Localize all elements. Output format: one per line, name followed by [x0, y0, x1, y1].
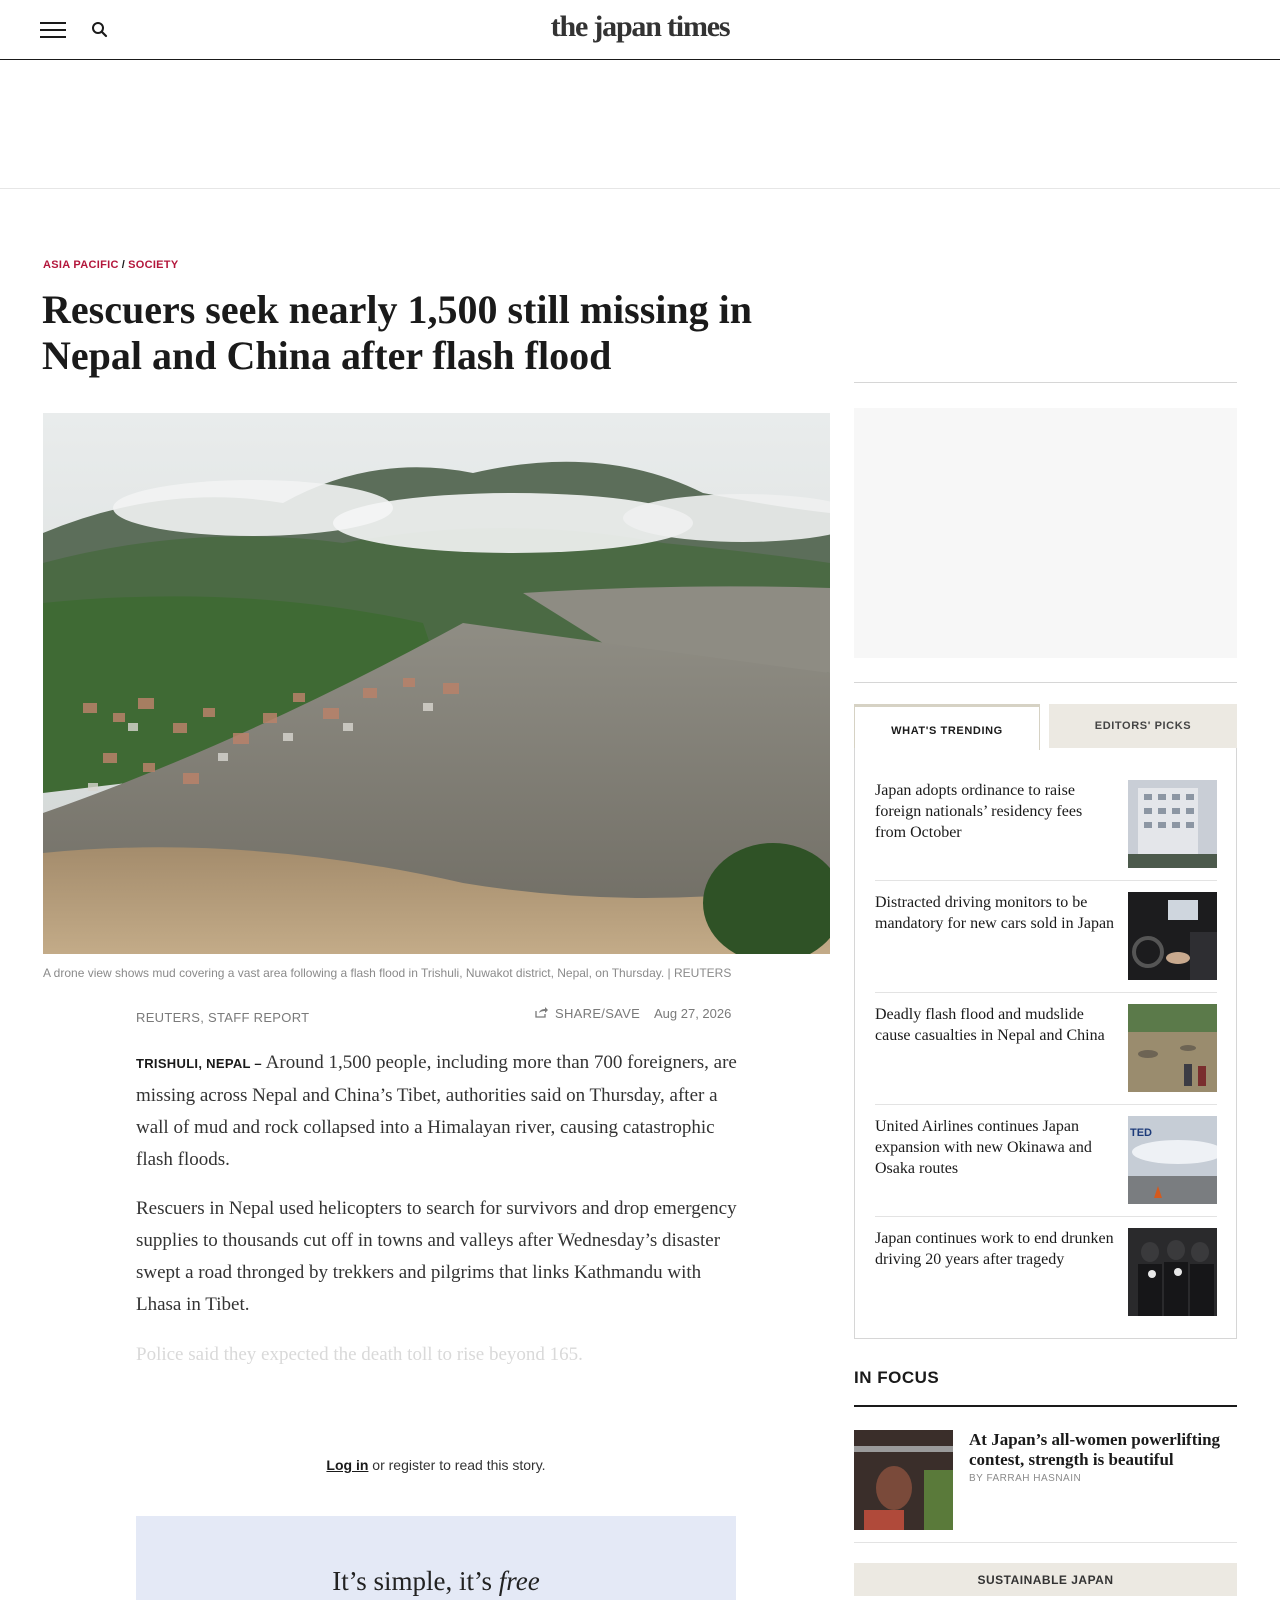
in-focus-heading: IN FOCUS	[854, 1368, 940, 1387]
trending-item-thumbnail	[1128, 1116, 1217, 1204]
article-paragraph-3-faded: Police said they expected the death toll to rise beyond 165.	[136, 1344, 583, 1365]
share-save-button[interactable]	[535, 1006, 640, 1021]
article-headline: Rescuers seek nearly 1,500 still missing in Nepal and China after flash flood	[42, 287, 752, 378]
in-focus-article-title[interactable]: At Japan’s all-women powerlifting contest, strength is beautiful	[969, 1430, 1221, 1469]
sidebar-divider	[854, 682, 1237, 683]
paywall-login-prompt	[136, 1457, 736, 1473]
article-date: Aug 27, 2026	[654, 1006, 732, 1021]
in-focus-thumbnail[interactable]	[854, 1430, 953, 1530]
trending-item-title: Distracted driving monitors to be mandatory for new cars sold in Japan	[875, 894, 1115, 932]
image-caption: A drone view shows mud covering a vast area following a flash flood in Trishuli, Nuwakot district, Nepal, on Thursday. | REUTERS	[43, 966, 732, 980]
category-society-link[interactable]: SOCIETY	[128, 259, 179, 271]
svg-text:TED: TED	[1130, 1127, 1152, 1139]
article-category	[43, 259, 178, 271]
trending-item-5[interactable]	[875, 1196, 1217, 1308]
trending-item-title: Japan continues work to end drunken driving 20 years after tragedy	[875, 1230, 1114, 1268]
article-dateline: TRISHULI, NEPAL –	[136, 1056, 262, 1071]
trending-item-thumbnail	[1128, 892, 1217, 980]
sidebar-tabs	[854, 704, 1237, 748]
sustainable-japan-section[interactable]: SUSTAINABLE JAPAN	[854, 1563, 1237, 1596]
share-icon	[535, 1006, 548, 1021]
hero-image	[43, 413, 830, 954]
trending-item-title: Deadly flash flood and mudslide cause casualties in Nepal and China	[875, 1006, 1105, 1044]
article-paragraph-1	[136, 1047, 741, 1176]
site-logo[interactable]: the japan times	[550, 10, 730, 43]
category-separator: /	[121, 259, 126, 271]
login-link[interactable]: Log in	[326, 1457, 369, 1473]
in-focus-divider	[854, 1542, 1237, 1543]
tab-editors-picks[interactable]: EDITORS' PICKS	[1049, 704, 1237, 748]
article-byline[interactable]: REUTERS, STAFF REPORT	[136, 1010, 310, 1025]
sidebar-divider	[854, 382, 1237, 383]
promo-text: It’s simple, it’s	[332, 1566, 499, 1596]
sidebar-ad-slot	[854, 408, 1237, 658]
site-header	[0, 0, 1280, 60]
trending-item-thumbnail	[1128, 780, 1217, 868]
promo-headline	[136, 1566, 736, 1597]
paragraph-1-text: Around 1,500 people, including more than 700 foreigners, are missing across Nepal and China’s Tibet, authorities said on Thursday, after a wall of mud and rock collapsed into a Himalayan river, causing catastrophic flash floods.	[136, 1052, 737, 1170]
trending-item-4[interactable]	[875, 1084, 1217, 1196]
trending-item-title: Japan adopts ordinance to raise foreign nationals’ residency fees from October	[875, 782, 1083, 841]
login-rest-text: or register to read this story.	[368, 1457, 546, 1473]
trending-list	[854, 748, 1237, 1339]
trending-item-thumbnail	[1128, 1228, 1217, 1316]
in-focus-author: BY FARRAH HASNAIN	[969, 1473, 1082, 1484]
trending-item-title: United Airlines continues Japan expansion with new Okinawa and Osaka routes	[875, 1118, 1092, 1177]
registration-promo-box	[136, 1516, 736, 1600]
category-asia-pacific-link[interactable]: ASIA PACIFIC	[43, 259, 119, 271]
promo-emphasis: free	[498, 1566, 540, 1596]
share-save-label: SHARE/SAVE	[555, 1006, 641, 1021]
trending-item-3[interactable]	[875, 972, 1217, 1084]
in-focus-rule	[854, 1405, 1237, 1407]
tab-whats-trending[interactable]: WHAT'S TRENDING	[854, 704, 1040, 750]
article-paragraph-2: Rescuers in Nepal used helicopters to search for survivors and drop emergency supplies to thousands cut off in towns and valleys after Wednesday’s disaster swept a road thronged by trekkers and pilgrims that links Kathmandu with Lhasa in Tibet.	[136, 1198, 737, 1315]
trending-item-2[interactable]	[875, 860, 1217, 972]
top-ad-slot	[0, 61, 1280, 189]
trending-item-thumbnail	[1128, 1004, 1217, 1092]
trending-item-1[interactable]	[875, 748, 1217, 860]
